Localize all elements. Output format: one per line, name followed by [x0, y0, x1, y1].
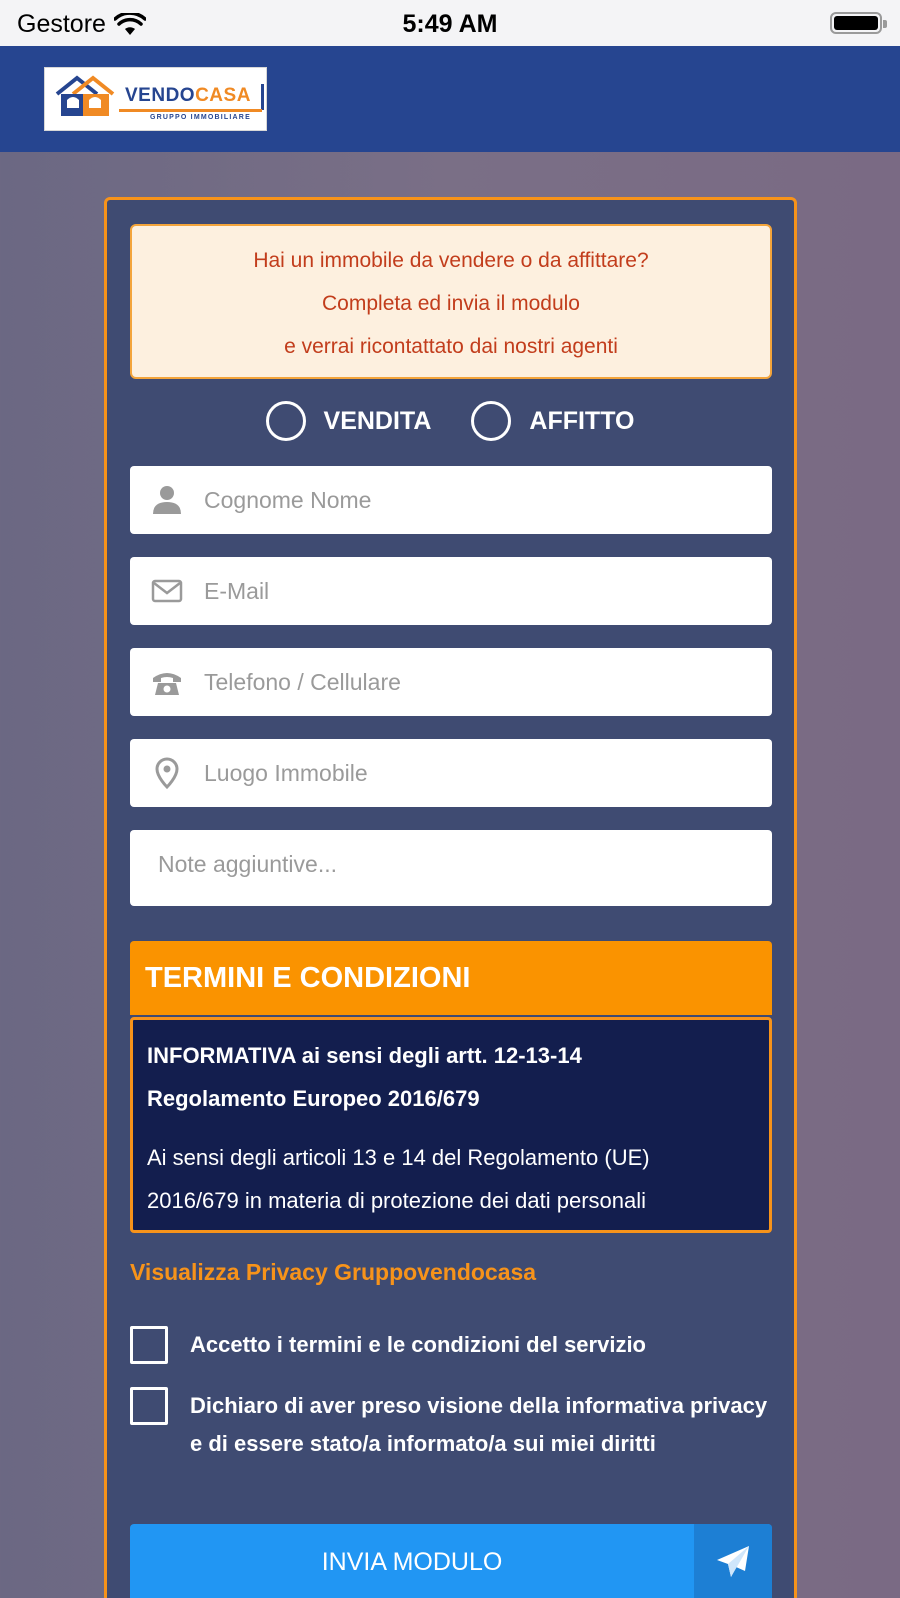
radio-vendita[interactable] — [266, 401, 432, 441]
terms-text-line-2: 2016/679 in materia di protezione dei dati personali — [147, 1188, 646, 1213]
email-field — [130, 557, 772, 625]
paper-plane-icon — [694, 1524, 772, 1598]
status-bar — [0, 0, 900, 46]
submit-label: INVIA MODULO — [321, 1548, 503, 1576]
map-pin-icon — [150, 756, 184, 790]
privacy-link[interactable]: Visualizza Privacy Gruppovendocasa — [130, 1259, 537, 1285]
intro-message — [130, 224, 772, 379]
privacy-declaration-row — [130, 1387, 772, 1463]
terms-scroll-box[interactable] — [130, 1017, 772, 1233]
email-input[interactable] — [204, 578, 724, 605]
house-logo-icon — [53, 72, 115, 120]
accept-terms-checkbox[interactable] — [130, 1326, 168, 1364]
radio-label-vendita: VENDITA — [323, 406, 432, 435]
terms-title-line-2: Regolamento Europeo 2016/679 — [147, 1086, 480, 1111]
accept-terms-label: Accetto i termini e le condizioni del servizio — [190, 1332, 646, 1357]
phone-input[interactable] — [204, 669, 724, 696]
app-header — [0, 46, 900, 152]
intro-line-2: Completa ed invia il modulo — [322, 292, 580, 315]
user-icon — [150, 483, 184, 517]
location-field — [130, 739, 772, 807]
battery-icon — [830, 12, 882, 34]
phone-field — [130, 648, 772, 716]
radio-affitto[interactable] — [471, 401, 634, 441]
telephone-icon — [150, 665, 184, 699]
logo-wordmark: VENDOCASA — [125, 85, 251, 106]
terms-text-line-1: Ai sensi degli articoli 13 e 14 del Regolamento (UE) — [147, 1145, 650, 1170]
notes-textarea[interactable] — [158, 851, 758, 891]
contract-type-radio-group — [0, 401, 900, 441]
intro-line-3: e verrai ricontattato dai nostri agenti — [284, 335, 618, 358]
radio-label-affitto: AFFITTO — [529, 406, 635, 435]
location-input[interactable] — [204, 760, 724, 787]
carrier-name: Gestore — [17, 10, 106, 38]
terms-header: TERMINI E CONDIZIONI — [130, 941, 772, 1015]
name-field — [130, 466, 772, 534]
accept-terms-row — [130, 1326, 772, 1364]
privacy-declaration-label: Dichiaro di aver preso visione della informativa privacy e di essere stato/a informato/a sui miei diritti — [190, 1393, 768, 1456]
radio-circle-vendita[interactable] — [266, 401, 306, 441]
intro-line-1: Hai un immobile da vendere o da affittare? — [253, 249, 649, 272]
name-input[interactable] — [204, 487, 724, 514]
terms-title-line-1: INFORMATIVA ai sensi degli artt. 12-13-14 — [147, 1043, 582, 1068]
logo-subtitle: GRUPPO IMMOBILIARE — [150, 114, 251, 121]
submit-button[interactable] — [130, 1524, 772, 1598]
privacy-declaration-checkbox[interactable] — [130, 1387, 168, 1425]
notes-field — [130, 830, 772, 906]
vendocasa-logo[interactable] — [44, 67, 267, 131]
envelope-icon — [150, 574, 184, 608]
status-time: 5:49 AM — [402, 10, 498, 38]
radio-circle-affitto[interactable] — [471, 401, 511, 441]
